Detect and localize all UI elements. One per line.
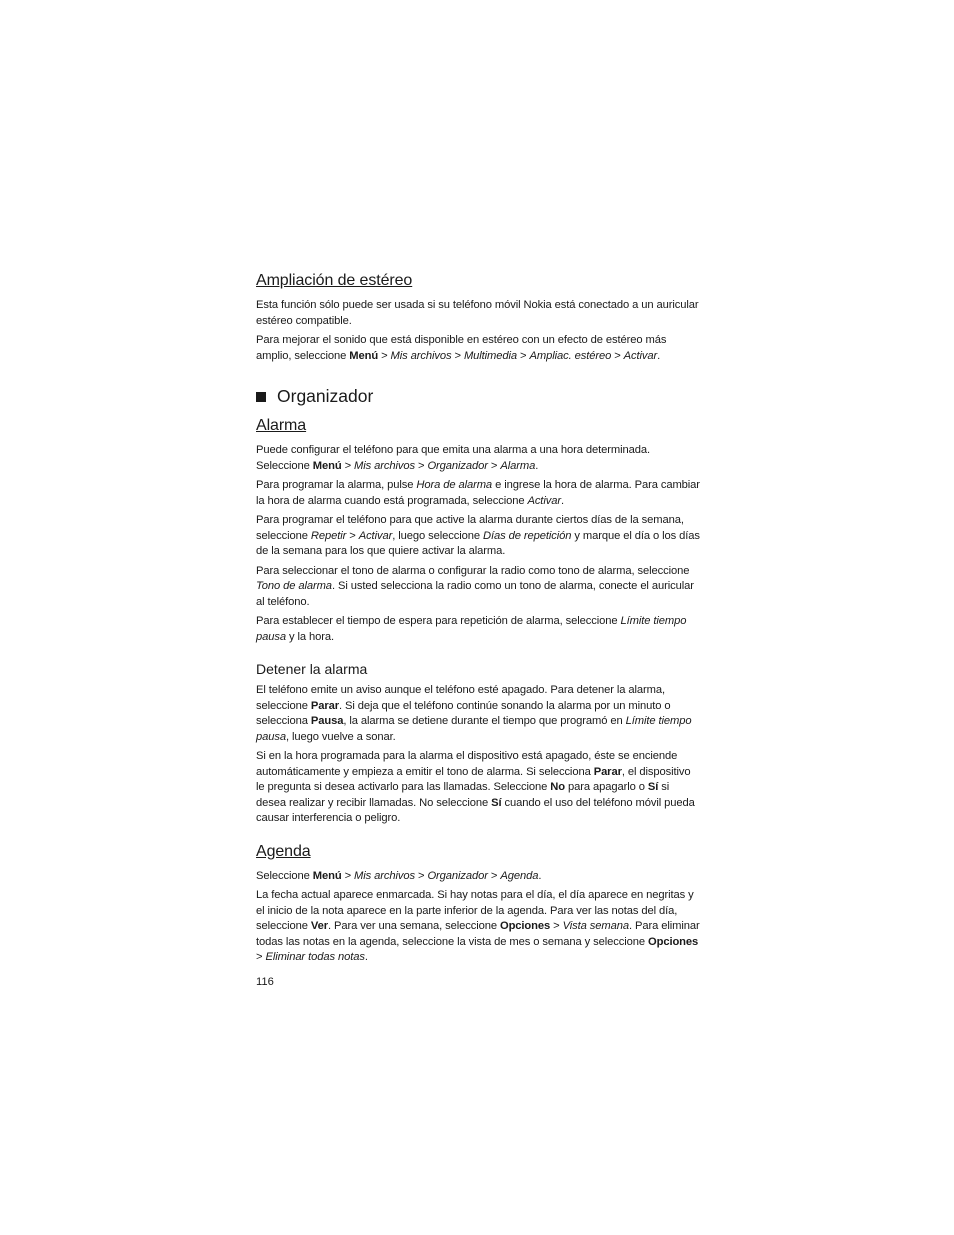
text-run: Pausa xyxy=(310,715,344,727)
text-run: Parar xyxy=(593,765,622,778)
section-agenda xyxy=(256,843,700,966)
text-run: Opciones xyxy=(647,935,699,948)
text-run: Ampliac. estéreo xyxy=(529,349,612,362)
text-run: La fecha actual aparece enmarcada. Si hay notas para el día, el día aparece en negritas y el inicio de la nota aparece en la parte inferior de la agenda. Para ver las notas del día, seleccione xyxy=(256,889,694,932)
text-run: Activar xyxy=(527,494,561,507)
paragraph-detener-2 xyxy=(256,749,700,827)
heading-organizador-label: Organizador xyxy=(277,386,374,406)
text-run: . Para ver una semana, seleccione xyxy=(328,920,500,932)
paragraph-ampliacion-2 xyxy=(256,333,700,364)
text-run: Para seleccionar el tono de alarma o configurar la radio como tono de alarma, seleccione xyxy=(256,564,690,577)
text-run: y marque el día o los días de la semana para los que quiere activar la alarma. xyxy=(256,529,700,557)
paragraph-detener-1 xyxy=(256,683,700,745)
page-number: 116 xyxy=(256,975,274,988)
text-run: Multimedia xyxy=(463,349,518,362)
text-run: Eliminar todas notas xyxy=(265,951,365,963)
text-run: . xyxy=(364,951,368,963)
text-run: e ingrese la hora de alarma. Para cambiar la hora de alarma cuando está programada, seleccione xyxy=(256,479,700,507)
paragraph-agenda-2 xyxy=(256,888,700,966)
text-run: Ver xyxy=(310,920,328,932)
heading-alarma: Alarma xyxy=(256,417,307,434)
text-run: Activar xyxy=(358,529,393,542)
text-run: > xyxy=(517,349,530,362)
text-run: Seleccione xyxy=(256,869,313,882)
text-run: Organizador xyxy=(427,459,488,472)
text-run: > xyxy=(550,920,563,932)
text-run: . Para eliminar todas las notas en la agenda, seleccione la vista de mes o semana y seleccione xyxy=(256,920,700,948)
text-run: Puede configurar el teléfono para que emita una alarma a una hora determinada. Seleccione xyxy=(256,444,650,472)
text-run: , luego vuelve a sonar. xyxy=(285,730,396,743)
heading-detener-alarma: Detener la alarma xyxy=(256,661,368,677)
text-run: Opciones xyxy=(499,920,551,932)
text-run: Agenda xyxy=(500,869,539,882)
text-run: Mis archivos xyxy=(354,869,415,882)
text-run: Días de repetición xyxy=(482,529,572,542)
heading-organizador xyxy=(256,386,700,407)
text-run: Límite tiempo pausa xyxy=(256,615,687,643)
text-run: Para programar el teléfono para que active la alarma durante ciertos días de la semana, seleccione xyxy=(256,514,684,542)
paragraph-alarma-5 xyxy=(256,614,700,645)
text-run: Tono de alarma xyxy=(256,580,332,592)
text-run: > xyxy=(487,869,501,882)
text-run: , luego seleccione xyxy=(392,529,483,542)
text-run: Límite tiempo pausa xyxy=(256,715,692,743)
text-run: > xyxy=(487,459,501,472)
text-run: . xyxy=(538,869,542,882)
section-ampliacion-estereo xyxy=(256,272,700,364)
text-run: Parar xyxy=(310,699,339,712)
text-run: > xyxy=(414,459,428,472)
text-run: Mis archivos xyxy=(354,459,415,472)
section-organizador xyxy=(256,386,700,407)
text-run: > xyxy=(256,951,266,963)
section-alarma xyxy=(256,417,700,645)
text-run: . xyxy=(657,349,661,362)
text-run: Alarma xyxy=(500,459,536,472)
text-run: Si en la hora programada para la alarma el dispositivo está apagado, éste se enciende automáticamente y empieza a emitir el tono de alarma. Si selecciona xyxy=(256,750,678,778)
text-run: > xyxy=(378,349,391,362)
heading-agenda: Agenda xyxy=(256,842,311,860)
text-run: Menú xyxy=(312,459,342,472)
section-detener-alarma xyxy=(256,661,700,827)
text-run: Para mejorar el sonido que está disponible en estéreo con un efecto de estéreo más amplio, seleccione xyxy=(256,334,667,362)
paragraph-alarma-3 xyxy=(256,513,700,560)
heading-ampliacion-estereo: Ampliación de estéreo xyxy=(256,272,413,289)
text-run: Sí xyxy=(647,781,659,793)
text-run: . xyxy=(535,459,539,472)
text-run: > xyxy=(611,349,624,362)
text-run: Menú xyxy=(349,349,379,362)
text-run: , la alarma se detiene durante el tiempo que programó en xyxy=(343,715,626,727)
paragraph-ampliacion-1: Esta función sólo puede ser usada si su teléfono móvil Nokia está conectado a un auricular estéreo compatible. xyxy=(256,299,699,327)
page-content xyxy=(256,272,700,988)
text-run: > xyxy=(451,349,464,362)
text-run: . Si usted selecciona la radio como un tono de alarma, conecte el auricular al teléfono. xyxy=(256,580,694,608)
text-run: No xyxy=(550,781,565,793)
text-run: > xyxy=(346,529,359,542)
text-run: Activar xyxy=(623,349,658,362)
paragraph-agenda-1 xyxy=(256,869,700,885)
text-run: Menú xyxy=(312,869,342,882)
paragraph-alarma-1 xyxy=(256,443,700,474)
text-run: Organizador xyxy=(427,869,488,882)
square-bullet-icon xyxy=(256,392,266,402)
text-run: Para programar la alarma, pulse xyxy=(256,479,417,491)
text-run: Sí xyxy=(491,796,502,809)
text-run: Hora de alarma xyxy=(416,479,493,491)
text-run: para apagarlo o xyxy=(565,781,648,793)
text-run: . Si deja que el teléfono continúe sonando la alarma por un minuto o selecciona xyxy=(256,699,671,727)
paragraph-alarma-4 xyxy=(256,564,700,611)
paragraph-alarma-2 xyxy=(256,478,700,509)
text-run: . xyxy=(560,494,564,507)
text-run: si desea realizar y recibir llamadas. No seleccione xyxy=(256,781,670,809)
text-run: Mis archivos xyxy=(390,349,452,362)
text-run: Vista semana xyxy=(562,920,629,932)
text-run: El teléfono emite un aviso aunque el teléfono esté apagado. Para detener la alarma, seleccione xyxy=(256,684,666,712)
text-run: Para establecer el tiempo de espera para repetición de alarma, seleccione xyxy=(256,615,621,627)
text-run: , el dispositivo le pregunta si desea activarlo para las llamadas. Seleccione xyxy=(256,765,691,793)
text-run: y la hora. xyxy=(285,630,335,643)
text-run: > xyxy=(341,869,355,882)
text-run: cuando el uso del teléfono móvil pueda causar interferencia o peligro. xyxy=(256,796,695,824)
text-run: Repetir xyxy=(310,529,347,542)
text-run: > xyxy=(341,459,355,472)
text-run: > xyxy=(414,869,428,882)
